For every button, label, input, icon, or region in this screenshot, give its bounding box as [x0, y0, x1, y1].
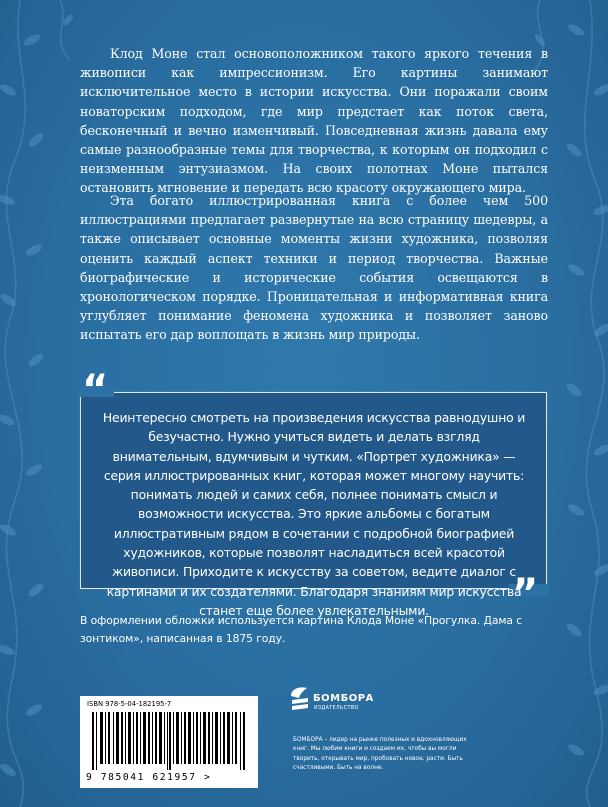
paragraph-text: Эта богато иллюстрированная книга с более чем 500 иллюстрациями предлагает развернутые на всю страницу шедевры, а также описывает основные моменты жизни художника, позволяя оценить каждый аспект техники и период творчества. Важные биографические и исторические события освещаются в хронологическом порядке. Проницательная и информативная книга углубляет понимание феномена художника и позволяет заново испытать его дар воплощать в жизнь мир природы. [80, 193, 548, 343]
open-quote-icon: “ [82, 367, 109, 413]
publisher-name: БОМБОРА [313, 693, 374, 704]
isbn-label: ISBN 978-5-04-182195-7 [87, 700, 172, 708]
close-quote-icon: ” [512, 571, 539, 617]
barcode-icon [92, 712, 250, 770]
description-paragraph-2 [80, 191, 548, 345]
paragraph-text: Клод Моне стал основоположником такого яркого течения в живописи как импрессионизм. Его картины занимают исключительное место в истории искусства. Они поражали своим новаторским подходом, где мир предстает как поток света, бесконечный и вечно изменчивый. Повседневная жизнь давала ему самые разнообразные темы для творчества, к которым он подходил с неизменным энтузиазмом. На своих полотнах Моне пытался остановить мгновение и передать всю красоту окружающего мира. [80, 46, 548, 196]
cover-credit-note: В оформлении обложки используется картина Клода Моне «Прогулка. Дама с зонтиком», написанная в 1875 году. [80, 614, 523, 645]
description-paragraph-1 [80, 44, 548, 198]
publisher-logo-icon [289, 686, 311, 714]
publisher-subtitle: ИЗДАТЕЛЬСТВО [314, 706, 359, 711]
series-quote-text: Неинтересно смотреть на произведения искусства равнодушно и безучастно. Нужно учиться видеть и делать взгляд внимательным, вдумчивым и чутким. «Портрет художника» — серия иллюстрированных книг, которая может многому научить: понимать людей и самих себя, полнее понимать смысл и возможности искусства. Это яркие альбомы с богатым иллюстративным рядом в сочетании с подробной биографией художников, которые позволят насладиться всей красотой живописи. Приходите к искусству за советом, ведите диалог с картинами и их создателями. Благодаря знаниям мир искусства станет еще более увлекательными. [102, 410, 526, 618]
publisher-blurb: БОМБОРА – лидер на рынке полезных и вдохновляющих книг. Мы любим книги и создаем их, чтобы вы могли творить, открывать мир, пробовать новое, расти. Быть счастливыми. Быть на волне. [293, 737, 467, 772]
barcode-digits: 9 785041 621957 > [86, 772, 212, 783]
